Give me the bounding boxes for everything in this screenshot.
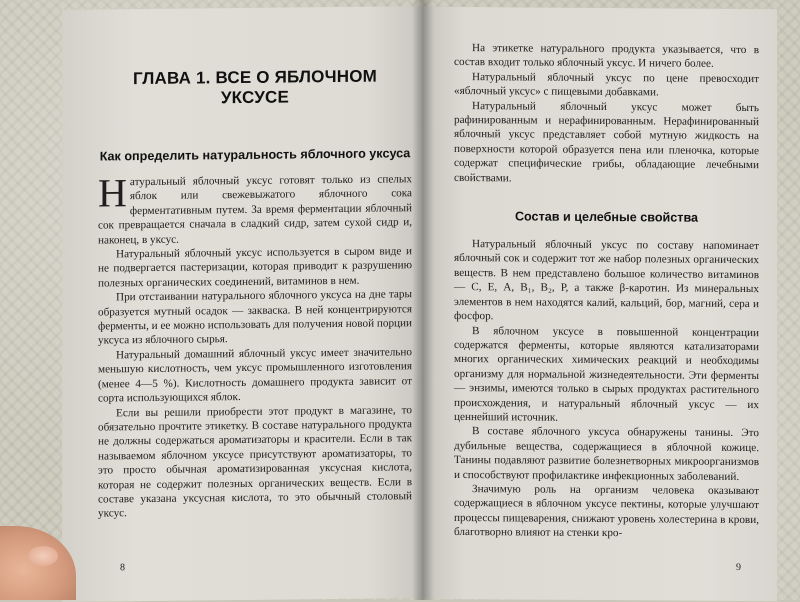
paragraph: Натуральный яблочный уксус по цене превосходит «яблочный уксус» с пищевыми добавками. [454, 70, 759, 99]
book-gutter [412, 0, 434, 600]
thumbnail [28, 546, 58, 566]
paragraph: При отстаивании натурального яблочного уксуса на дне тары образуется мутный осадок — закваска. В ней концентрируются ферменты, и ее можно использовать для получения новой порции уксуса из яблочного сырья. [98, 288, 412, 347]
paragraph: Натуральный яблочный уксус по составу напоминает яблочный сок и содержит тот же набор полезных органических веществ. В нем представлено большое количество витаминов — С, Е, А, B₁, B₂, Р, а также β-каротин. Из минеральных элементов в нем находятся калий, кальций, бор, магний, сера и фосфор. [454, 238, 759, 323]
paragraph [98, 172, 412, 247]
paragraph: Если вы решили приобрести этот продукт в магазине, то обязательно прочтите этикетку. В составе натурального продукта не должны содержаться ароматизаторы и красители. Если в так называемом яблочном уксусе присутствуют ароматизаторы, то это просто обычная ароматизированная уксусная кислота, которая не содержит полезных органических веществ. Если в составе указана уксусная кислота, то это обычный столовый уксус. [98, 403, 412, 520]
section-heading-naturalness: Как определить натуральность яблочного уксуса [99, 146, 411, 164]
open-book [56, 0, 786, 600]
left-page [62, 6, 422, 602]
chapter-title: ГЛАВА 1. ВСЕ О ЯБЛОЧНОМ УКСУСЕ [132, 66, 378, 108]
paragraph: Значимую роль на организм человека оказывают содержащиеся в яблочном уксусе пектины, которые улучшают процессы пищеварения, снижают уровень холестерина в крови, благотворно влияют на стенки кро- [454, 483, 759, 540]
paragraph: На этикетке натурального продукта указывается, что в состав входит только яблочный уксус. И ничего более. [454, 42, 759, 71]
drop-cap: Н [98, 170, 127, 216]
paragraph: Натуральный яблочный уксус может быть рафинированным и нерафинированным. Нерафинированный яблочный уксус представляет собой мутную жидкость на поверхности которой образуется пена или пленочка, которые содержат специфические грибы, обладающие лечебными свойствами. [454, 99, 759, 185]
page-number: 8 [120, 562, 125, 574]
paragraph: Натуральный домашний яблочный уксус имеет значительно меньшую кислотность, чем уксус промышленного изготовления (менее 4—5 %). Кислотность домашнего продукта зависит от сорта использующихся яблок. [98, 346, 412, 405]
paragraph: В яблочном уксусе в повышенной концентрации содержатся ферменты, которые являются катализаторами многих органических химических реакций и необходимы организму для нормальной жизнедеятельности. Эти ферменты — энзимы, имеются только в сырых продуктах растительного происхождения, и натуральный яблочный уксус — их ценнейший источник. [454, 324, 759, 424]
section-heading-composition: Состав и целебные свойства [514, 209, 699, 225]
right-page [422, 7, 777, 601]
paragraph-text: атуральный яблочный уксус готовят только из спелых яблок или свежевыжатого яблочного сока ферментативным путем. За время ферментации яблочный сок превращается сначала в сладкий сидр, затем сухой сидр и, наконец, в уксус. [98, 173, 412, 247]
paragraph: Натуральный яблочный уксус используется в сыром виде и не подвергается пастеризации, которая приводит к разрушению полезных органических соединений, витаминов в нем. [98, 245, 412, 290]
paragraph: В составе яблочного уксуса обнаружены танины. Это дубильные вещества, содержащиеся в яблочной кожице. Танины подавляют развитие болезнетворных микроорганизмов и способствуют профилактике инфекционных заболеваний. [454, 425, 759, 483]
page-number: 9 [736, 561, 741, 573]
